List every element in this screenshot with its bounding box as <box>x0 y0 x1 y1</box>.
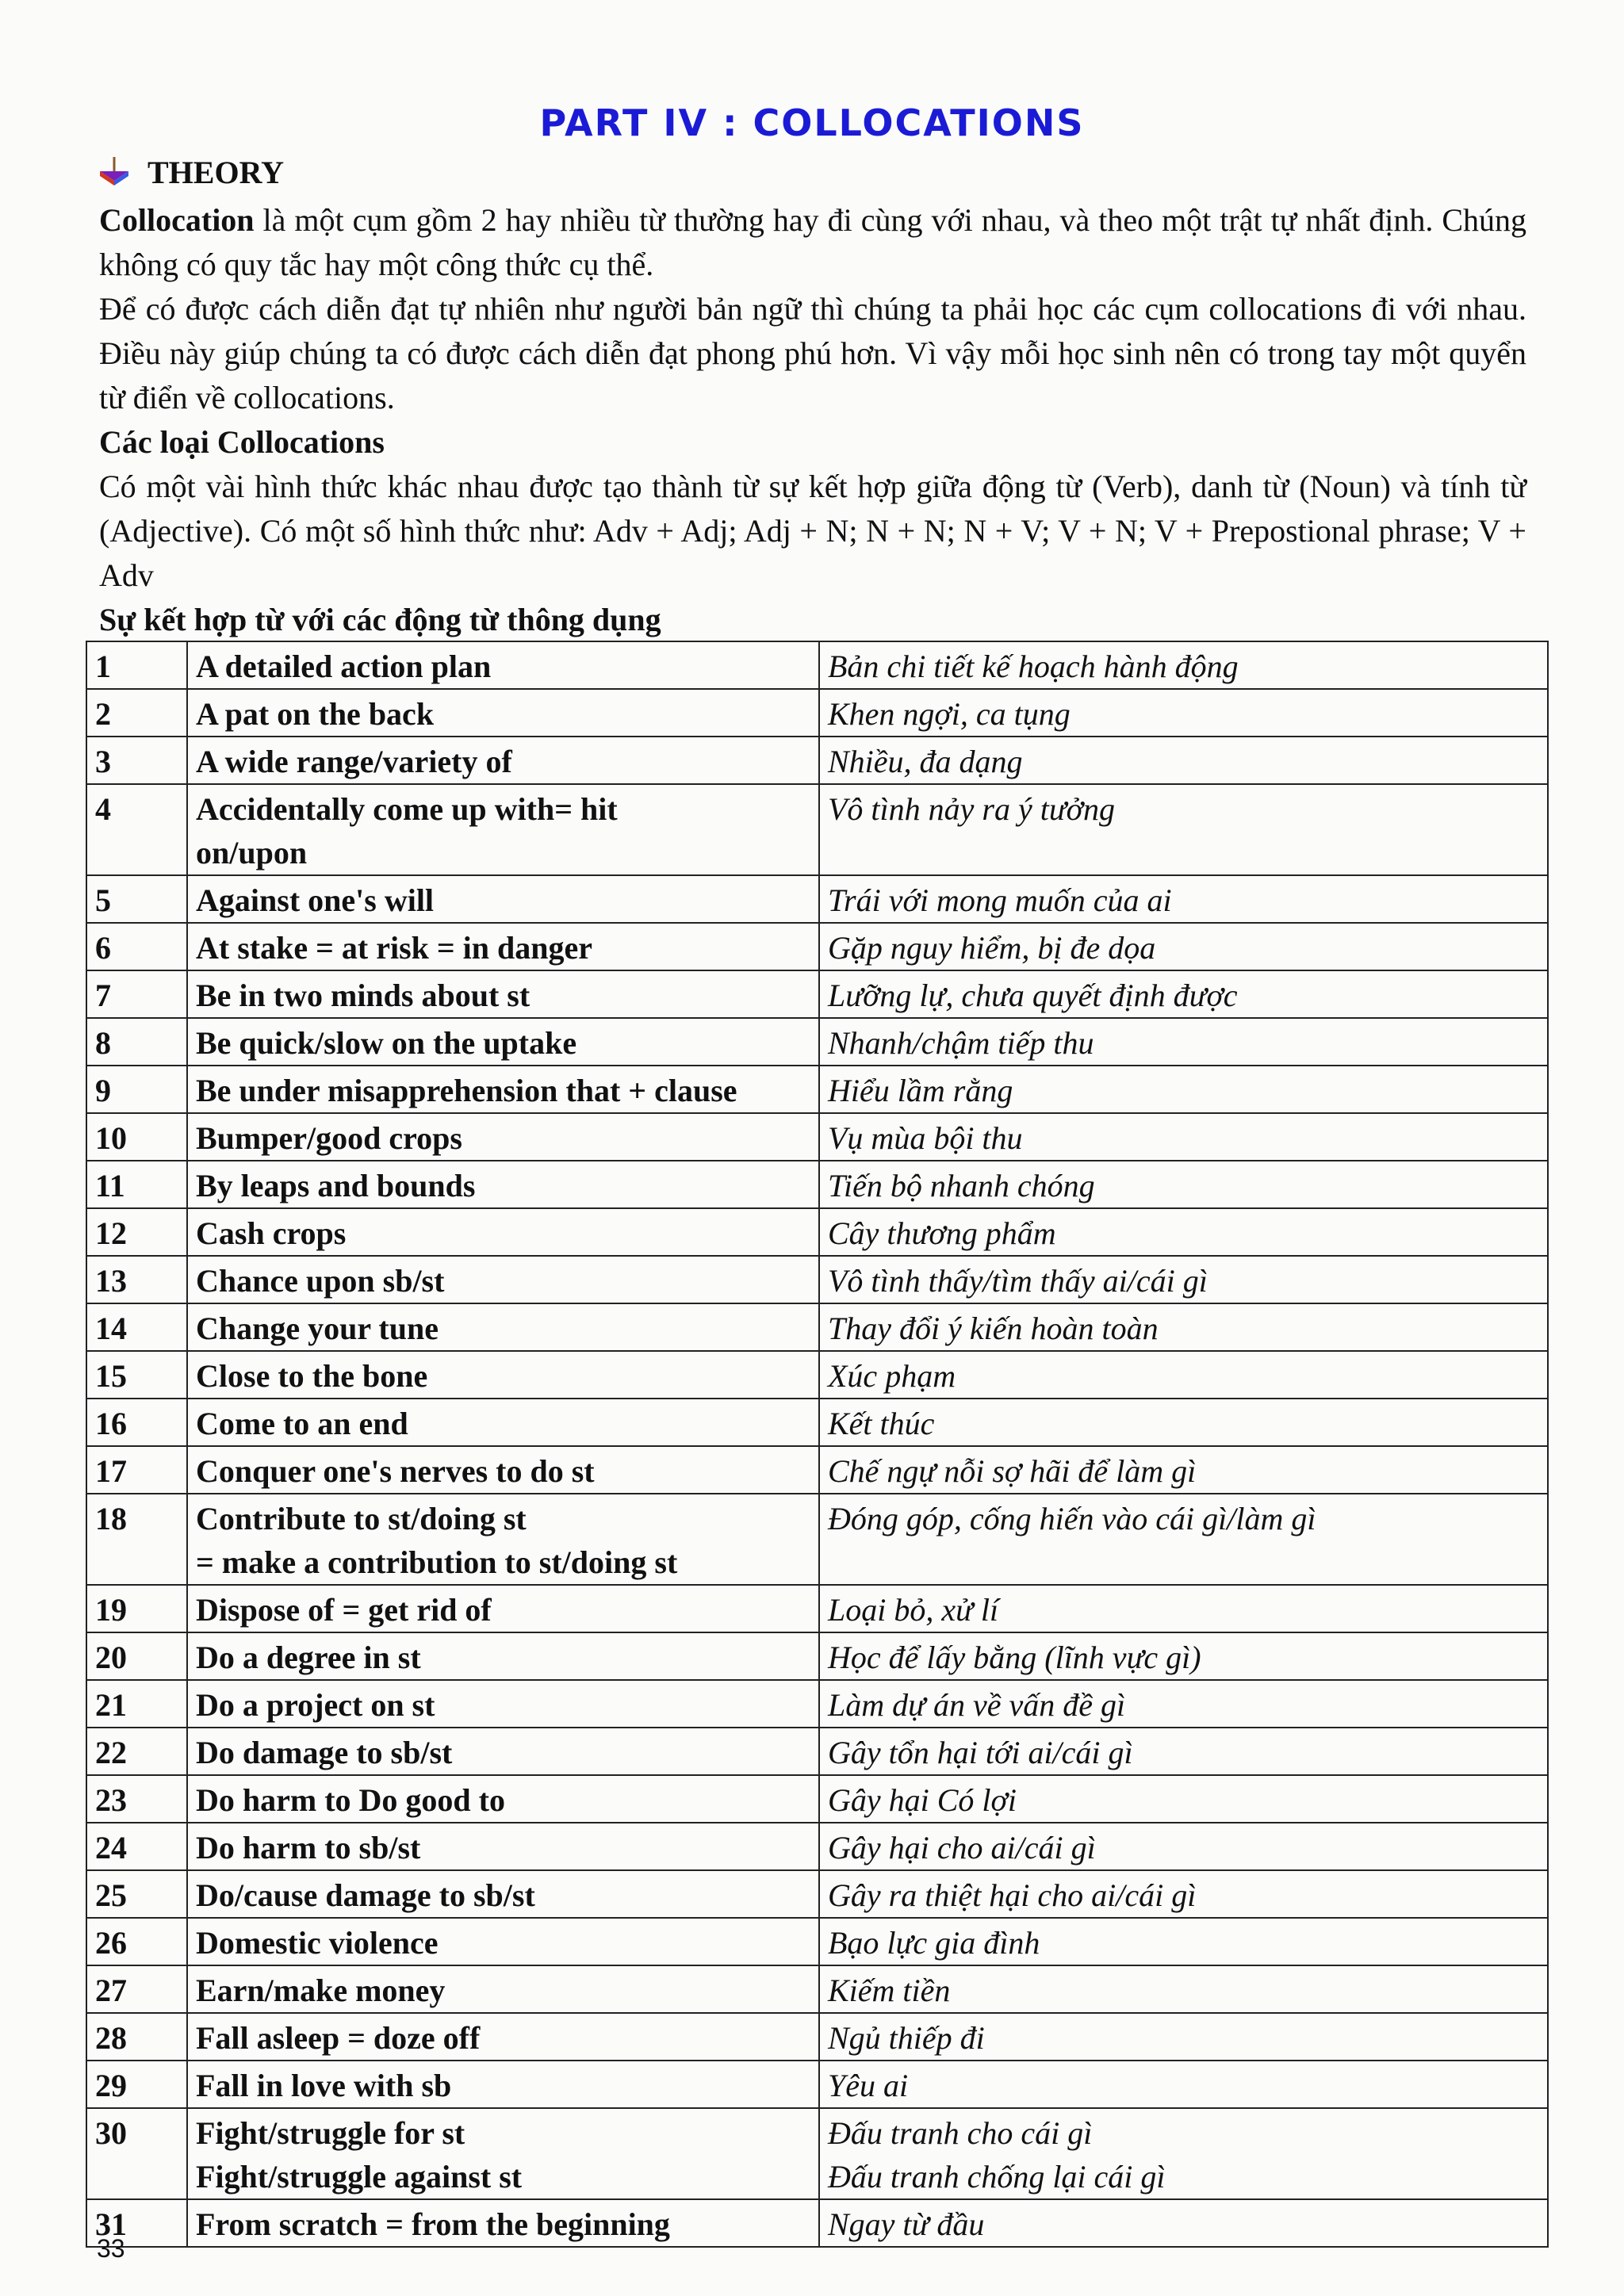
row-number: 22 <box>86 1728 187 1775</box>
table-row <box>86 1870 1548 1918</box>
table-row <box>86 1494 1548 1585</box>
table-row <box>86 1680 1548 1728</box>
collocation-term: Collocation <box>99 202 255 238</box>
table-row <box>86 1161 1548 1208</box>
collocation-meaning: Học để lấy bằng (lĩnh vực gì) <box>819 1632 1548 1680</box>
collocation-english: Earn/make money <box>187 1965 819 2013</box>
collocation-english: Fight/struggle for st Fight/struggle against st <box>187 2108 819 2199</box>
collocation-english: A detailed action plan <box>187 641 819 689</box>
row-number: 23 <box>86 1775 187 1823</box>
types-heading: Các loại Collocations <box>99 424 385 460</box>
table-row <box>86 1208 1548 1256</box>
collocation-english: Close to the bone <box>187 1351 819 1399</box>
row-number: 11 <box>86 1161 187 1208</box>
collocation-meaning: Cây thương phẩm <box>819 1208 1548 1256</box>
collocation-meaning: Trái với mong muốn của ai <box>819 875 1548 923</box>
table-row <box>86 641 1548 689</box>
collocation-meaning: Làm dự án về vấn đề gì <box>819 1680 1548 1728</box>
collocation-meaning: Lưỡng lự, chưa quyết định được <box>819 970 1548 1018</box>
table-row <box>86 737 1548 784</box>
theory-heading <box>97 154 284 191</box>
table-row <box>86 1728 1548 1775</box>
collocation-meaning: Gây hại Có lợi <box>819 1775 1548 1823</box>
row-number: 25 <box>86 1870 187 1918</box>
collocation-english: From scratch = from the beginning <box>187 2199 819 2247</box>
collocation-meaning: Khen ngợi, ca tụng <box>819 689 1548 737</box>
row-number: 16 <box>86 1399 187 1446</box>
row-number: 28 <box>86 2013 187 2061</box>
collocation-english: Do harm to Do good to <box>187 1775 819 1823</box>
row-number: 9 <box>86 1066 187 1113</box>
row-number: 18 <box>86 1494 187 1585</box>
row-number: 21 <box>86 1680 187 1728</box>
row-number: 27 <box>86 1965 187 2013</box>
table-row <box>86 2108 1548 2199</box>
table-row <box>86 1399 1548 1446</box>
table-row <box>86 1066 1548 1113</box>
row-number: 17 <box>86 1446 187 1494</box>
collocation-meaning: Kết thúc <box>819 1399 1548 1446</box>
table-row <box>86 1018 1548 1066</box>
table-row <box>86 1446 1548 1494</box>
collocation-english: Against one's will <box>187 875 819 923</box>
intro-paragraph-1 <box>99 198 1526 287</box>
collocation-meaning: Ngay từ đầu <box>819 2199 1548 2247</box>
table-row <box>86 1113 1548 1161</box>
collocation-english: Accidentally come up with= hit on/upon <box>187 784 819 875</box>
collocation-english: Do a project on st <box>187 1680 819 1728</box>
collocation-english: Domestic violence <box>187 1918 819 1965</box>
collocations-table <box>86 641 1549 2248</box>
collocation-meaning: Vô tình nảy ra ý tưởng <box>819 784 1548 875</box>
row-number: 8 <box>86 1018 187 1066</box>
collocation-meaning: Nhanh/chậm tiếp thu <box>819 1018 1548 1066</box>
table-row <box>86 2199 1548 2247</box>
collocation-meaning: Đấu tranh cho cái gì Đấu tranh chống lại cái gì <box>819 2108 1548 2199</box>
collocation-english: Be in two minds about st <box>187 970 819 1018</box>
row-number: 1 <box>86 641 187 689</box>
collocation-english: Dispose of = get rid of <box>187 1585 819 1632</box>
collocation-english: Do a degree in st <box>187 1632 819 1680</box>
collocation-english: Change your tune <box>187 1303 819 1351</box>
collocation-english: Be under misapprehension that + clause <box>187 1066 819 1113</box>
collocation-english: A pat on the back <box>187 689 819 737</box>
row-number: 10 <box>86 1113 187 1161</box>
table-row <box>86 1965 1548 2013</box>
table-row <box>86 1256 1548 1303</box>
table-row <box>86 923 1548 970</box>
row-number: 29 <box>86 2061 187 2108</box>
row-number: 19 <box>86 1585 187 1632</box>
collocation-meaning: Gây hại cho ai/cái gì <box>819 1823 1548 1870</box>
page-number: 33 <box>97 2234 125 2263</box>
collocation-english: Cash crops <box>187 1208 819 1256</box>
table-row <box>86 689 1548 737</box>
collocation-meaning: Gây ra thiệt hại cho ai/cái gì <box>819 1870 1548 1918</box>
table-row <box>86 1918 1548 1965</box>
row-number: 31 <box>86 2199 187 2247</box>
collocation-english: Come to an end <box>187 1399 819 1446</box>
table-row <box>86 1775 1548 1823</box>
table-row <box>86 1632 1548 1680</box>
collocation-english: Do/cause damage to sb/st <box>187 1870 819 1918</box>
collocation-meaning: Bản chi tiết kế hoạch hành động <box>819 641 1548 689</box>
row-number: 7 <box>86 970 187 1018</box>
collocation-meaning: Tiến bộ nhanh chóng <box>819 1161 1548 1208</box>
intro-paragraph-2: Để có được cách diễn đạt tự nhiên như người bản ngữ thì chúng ta phải học các cụm collocations đi với nhau. Điều này giúp chúng ta có được cách diễn đạt phong phú hơn. Vì vậy mỗi học sinh nên có trong tay một quyển từ điển về collocations. <box>99 291 1526 415</box>
table-row <box>86 2013 1548 2061</box>
row-number: 13 <box>86 1256 187 1303</box>
table-row <box>86 1823 1548 1870</box>
collocation-english: A wide range/variety of <box>187 737 819 784</box>
table-heading: Sự kết hợp từ với các động từ thông dụng <box>99 602 661 637</box>
collocation-meaning: Kiếm tiền <box>819 1965 1548 2013</box>
row-number: 20 <box>86 1632 187 1680</box>
collocation-meaning: Vụ mùa bội thu <box>819 1113 1548 1161</box>
collocation-meaning: Gây tổn hại tới ai/cái gì <box>819 1728 1548 1775</box>
row-number: 30 <box>86 2108 187 2199</box>
row-number: 26 <box>86 1918 187 1965</box>
collocation-english: Chance upon sb/st <box>187 1256 819 1303</box>
row-number: 24 <box>86 1823 187 1870</box>
row-number: 12 <box>86 1208 187 1256</box>
collocation-meaning: Hiểu lầm rằng <box>819 1066 1548 1113</box>
page-title: PART IV : COLLOCATIONS <box>539 101 1085 144</box>
row-number: 14 <box>86 1303 187 1351</box>
collocation-english: At stake = at risk = in danger <box>187 923 819 970</box>
table-row <box>86 784 1548 875</box>
collocation-meaning: Thay đổi ý kiến hoàn toàn <box>819 1303 1548 1351</box>
row-number: 5 <box>86 875 187 923</box>
row-number: 2 <box>86 689 187 737</box>
collocation-meaning: Nhiều, đa dạng <box>819 737 1548 784</box>
row-number: 15 <box>86 1351 187 1399</box>
table-row <box>86 1351 1548 1399</box>
table-row <box>86 875 1548 923</box>
theory-label: THEORY <box>147 155 284 190</box>
collocation-english: Do harm to sb/st <box>187 1823 819 1870</box>
collocation-meaning: Ngủ thiếp đi <box>819 2013 1548 2061</box>
collocation-english: Do damage to sb/st <box>187 1728 819 1775</box>
table-row <box>86 970 1548 1018</box>
table-row <box>86 1303 1548 1351</box>
collocation-meaning: Xúc phạm <box>819 1351 1548 1399</box>
collocation-meaning: Bạo lực gia đình <box>819 1918 1548 1965</box>
row-number: 3 <box>86 737 187 784</box>
collocation-meaning: Chế ngự nỗi sợ hãi để làm gì <box>819 1446 1548 1494</box>
collocation-english: Conquer one's nerves to do st <box>187 1446 819 1494</box>
collocation-english: Fall asleep = doze off <box>187 2013 819 2061</box>
table-row <box>86 2061 1548 2108</box>
collocation-meaning: Gặp nguy hiểm, bị đe dọa <box>819 923 1548 970</box>
pin-arrow-icon <box>97 155 132 190</box>
collocation-english: Fall in love with sb <box>187 2061 819 2108</box>
collocation-meaning: Yêu ai <box>819 2061 1548 2108</box>
table-row <box>86 1585 1548 1632</box>
collocation-english: Bumper/good crops <box>187 1113 819 1161</box>
row-number: 4 <box>86 784 187 875</box>
collocation-meaning: Đóng góp, cống hiến vào cái gì/làm gì <box>819 1494 1548 1585</box>
collocation-meaning: Vô tình thấy/tìm thấy ai/cái gì <box>819 1256 1548 1303</box>
collocation-english: Contribute to st/doing st = make a contribution to st/doing st <box>187 1494 819 1585</box>
types-paragraph: Có một vài hình thức khác nhau được tạo thành từ sự kết hợp giữa động từ (Verb), danh từ (Noun) và tính từ (Adjective). Có một số hình thức như: Adv + Adj; Adj + N; N + N; N + V; V + N; V + Prepostional phrase; V + Adv <box>99 469 1526 593</box>
collocation-meaning: Loại bỏ, xử lí <box>819 1585 1548 1632</box>
row-number: 6 <box>86 923 187 970</box>
collocation-english: Be quick/slow on the uptake <box>187 1018 819 1066</box>
collocation-english: By leaps and bounds <box>187 1161 819 1208</box>
intro-paragraph-1-text: là một cụm gồm 2 hay nhiều từ thường hay đi cùng với nhau, và theo một trật tự nhất định. Chúng không có quy tắc hay một công thức cụ thể. <box>99 202 1526 282</box>
